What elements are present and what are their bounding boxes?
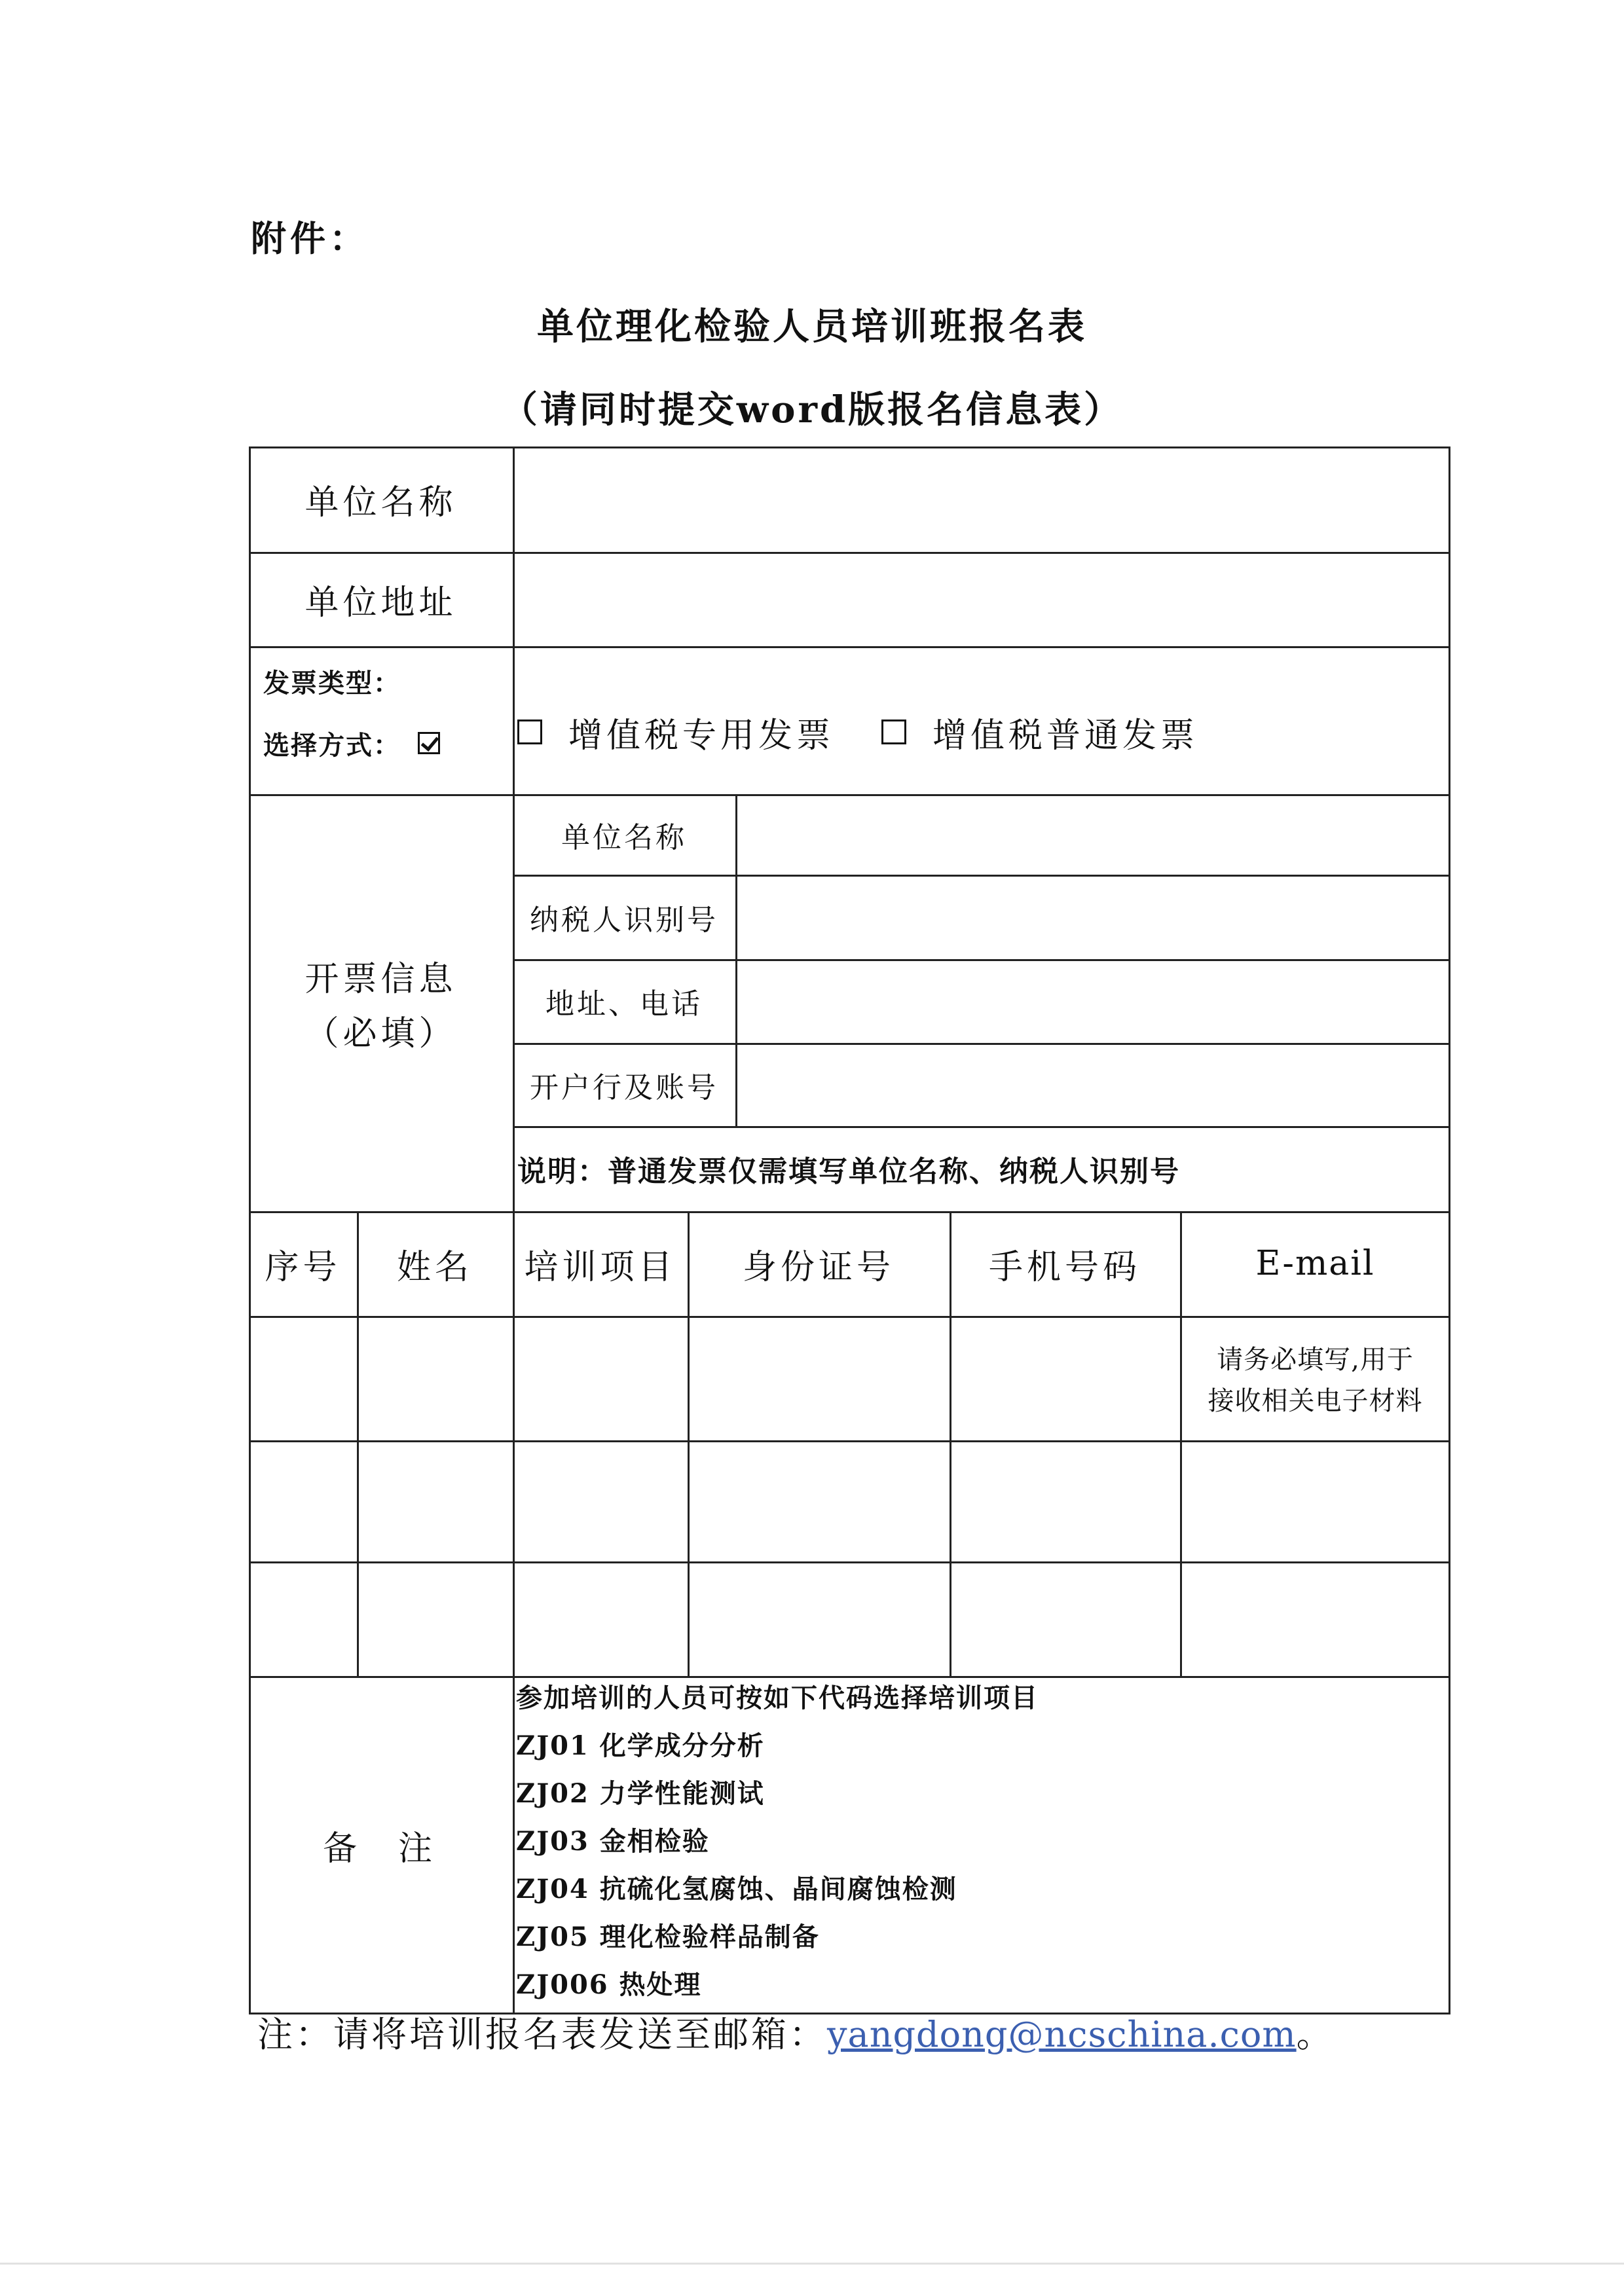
col-header-course: 培训项目 — [524, 1247, 676, 1287]
remarks-line: ZJ006 热处理 — [516, 1969, 702, 2000]
invoice-method-label: 选择方式： — [263, 729, 401, 761]
billing-row-label: 地址、电话 — [545, 987, 703, 1021]
form-title: 单位理化检验人员培训班报名表 — [537, 305, 1087, 348]
col-header-phone: 手机号码 — [988, 1247, 1141, 1287]
email-hint — [1180, 1316, 1450, 1440]
rule — [249, 1561, 1450, 1563]
rule — [249, 1440, 1450, 1442]
special-invoice-checkbox[interactable] — [517, 720, 542, 744]
remarks-line: ZJ04 抗硫化氢腐蚀、晶间腐蚀检测 — [516, 1874, 957, 1904]
normal-invoice-label: 增值税普通发票 — [932, 716, 1199, 756]
col-header-id: 身份证号 — [742, 1247, 895, 1287]
rule — [513, 1211, 515, 2014]
remarks-line: ZJ01 化学成分分析 — [516, 1730, 765, 1761]
billing-field[interactable] — [737, 1045, 1449, 1125]
remarks-line: ZJ02 力学性能测试 — [516, 1778, 765, 1809]
unit-name-label: 单位名称 — [304, 483, 457, 522]
remarks-line: ZJ05 理化检验样品制备 — [516, 1922, 820, 1952]
unit-address-label: 单位地址 — [304, 583, 457, 623]
billing-section-title: 开票信息 — [304, 959, 457, 999]
footer-note — [257, 2007, 1335, 2057]
col-header-name: 姓名 — [396, 1247, 473, 1287]
footer-suffix: 。 — [1296, 2014, 1335, 2055]
attachment-label: 附件： — [251, 217, 369, 259]
normal-invoice-checkbox[interactable] — [881, 720, 906, 744]
billing-note: 说明：普通发票仅需填写单位名称、纳税人识别号 — [517, 1155, 1180, 1188]
billing-section-label — [249, 794, 513, 1211]
form-subtitle: （请同时提交word版报名信息表） — [500, 388, 1124, 431]
invoice-options — [517, 701, 1434, 763]
remarks-label: 备 注 — [322, 1829, 439, 1868]
invoice-method-row — [263, 715, 512, 771]
rule — [249, 646, 1450, 648]
footer-prefix: 注：请将培训报名表发送至邮箱： — [257, 2014, 827, 2055]
billing-row-label: 单位名称 — [561, 820, 687, 854]
remarks-line: ZJ03 金相检验 — [516, 1826, 710, 1857]
remarks-line: 参加培训的人员可按如下代码选择培训项目 — [516, 1683, 1039, 1713]
unit-name-field[interactable] — [515, 448, 1449, 551]
billing-row-label: 开户行及账号 — [530, 1070, 718, 1104]
billing-field[interactable] — [737, 796, 1449, 873]
email-hint-line: 请务必填写,用于 — [1217, 1345, 1414, 1375]
email-hint-line: 接收相关电子材料 — [1208, 1386, 1423, 1416]
checked-checkbox-icon — [418, 732, 440, 754]
billing-field[interactable] — [737, 877, 1449, 958]
col-header-email: E-mail — [1255, 1244, 1375, 1283]
unit-address-field[interactable] — [515, 554, 1449, 645]
invoice-type-label: 发票类型： — [263, 667, 401, 699]
email-link[interactable]: yangdong@ncschina.com — [827, 2014, 1297, 2055]
remarks-list — [516, 1674, 1433, 2009]
special-invoice-label: 增值税专用发票 — [568, 716, 835, 756]
billing-row-label: 纳税人识别号 — [530, 903, 718, 937]
page-edge-rule — [0, 2263, 1624, 2265]
col-header-index: 序号 — [265, 1247, 341, 1287]
billing-section-required: （必填） — [304, 1013, 457, 1053]
billing-field[interactable] — [737, 961, 1449, 1042]
